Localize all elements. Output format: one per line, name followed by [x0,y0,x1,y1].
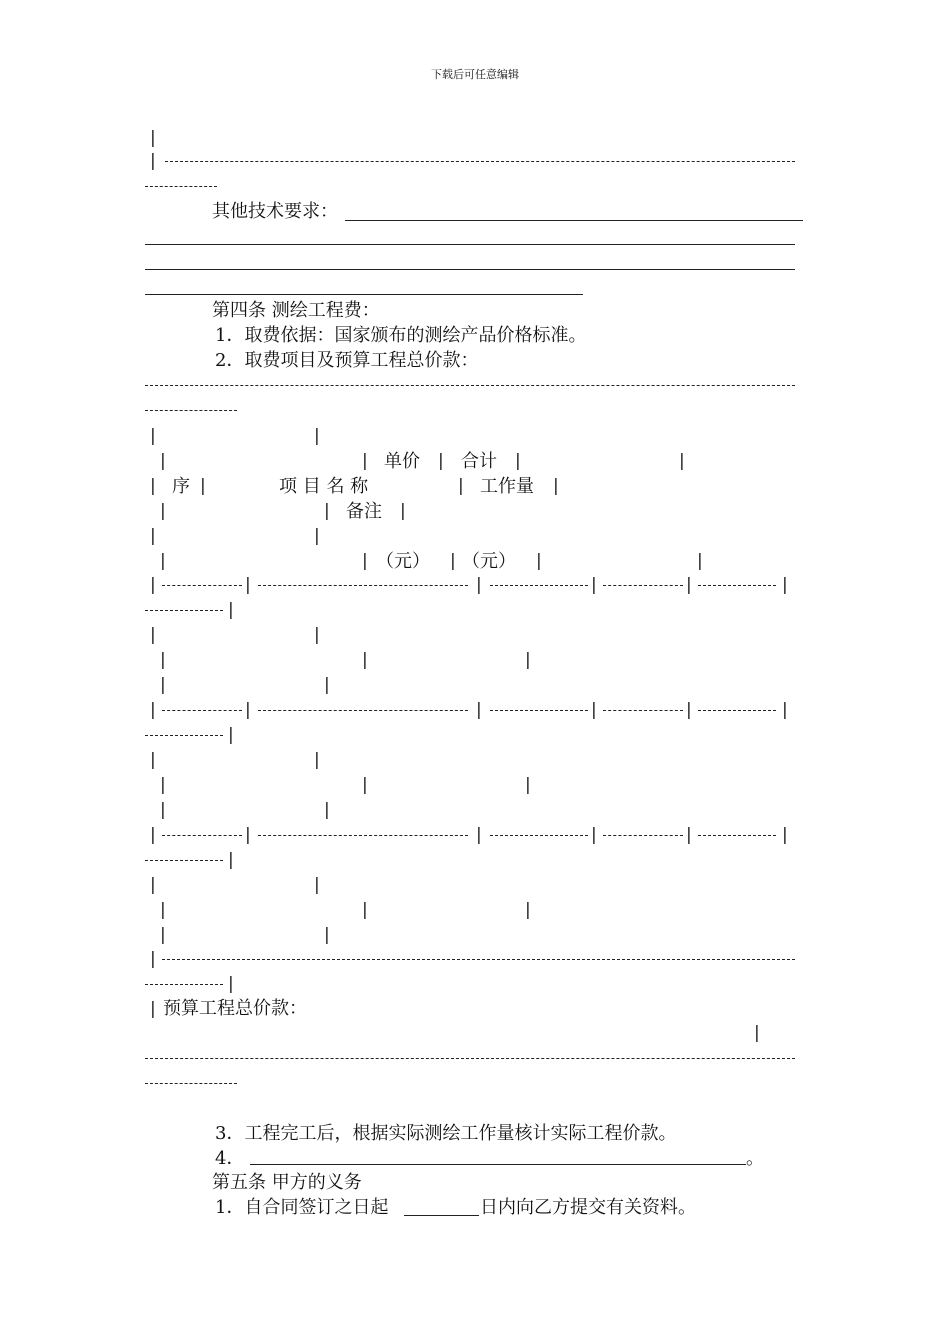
table-border: | [324,675,330,695]
article4-item2: 2．取费项目及预算工程总价款： [215,350,479,371]
table-border: | [160,501,166,521]
table-border: | [697,551,703,571]
table-border: | [314,526,320,546]
table-border: | [150,825,156,845]
table-border: | [782,700,788,720]
table-border: | [591,700,597,720]
dashed-rule [490,710,588,711]
dashed-rule [698,585,776,586]
table-border: | [160,925,166,945]
dashed-rule [258,585,468,586]
table-border: | [160,675,166,695]
table-border: | [160,900,166,920]
table-border: | [476,700,482,720]
table-border: | [228,850,234,870]
table-border: | [160,800,166,820]
dashed-rule [162,710,242,711]
col-remark: 备注 [346,501,382,522]
col-total: 合计 [461,451,497,472]
table-border: | [362,775,368,795]
dashed-rule [258,710,468,711]
table-border: | [782,575,788,595]
table-border: | [314,750,320,770]
table-border: | [450,551,456,571]
dashed-rule [145,860,223,861]
table-border: | [458,476,464,496]
table-border: | [228,725,234,745]
other-requirements-label: 其他技术要求： [212,201,338,222]
table-border: | [160,650,166,670]
dashed-rule [603,835,683,836]
table-border: | [160,451,166,471]
article5-item1-prefix: 1．自合同签订之日起 [215,1197,389,1218]
article5-item1-suffix: 日内向乙方提交有关资料。 [480,1197,696,1218]
table-border: | [525,900,531,920]
table-border: | [591,825,597,845]
col-seq: 序 [172,476,190,497]
dashed-rule [145,610,223,611]
table-border: | [515,451,521,471]
table-border: | [536,551,542,571]
table-border: | [476,825,482,845]
table-border: | [160,551,166,571]
dashed-rule [145,1058,795,1059]
dashed-rule [145,385,795,386]
table-border: | [362,650,368,670]
table-border: | [314,875,320,895]
fill-blank-line [250,1164,746,1165]
table-border: | [438,451,444,471]
table-border: | [150,999,156,1019]
table-border: | [150,526,156,546]
table-border: | [150,750,156,770]
dashed-rule [145,410,237,411]
table-border: | [150,151,156,171]
article5-title: 第五条 甲方的义务 [212,1172,362,1193]
table-border: | [245,575,251,595]
page-header: 下载后可任意编辑 [431,68,519,81]
dashed-rule [490,585,588,586]
table-border: | [150,700,156,720]
table-border: | [150,949,156,969]
table-border: | [160,775,166,795]
fill-blank-line [145,294,583,295]
table-border: | [525,775,531,795]
table-border: | [553,476,559,496]
dashed-rule [162,585,242,586]
table-border: | [324,925,330,945]
table-border: | [782,825,788,845]
table-border: | [686,575,692,595]
table-border: | [754,1023,760,1043]
dashed-rule [145,984,223,985]
table-border: | [150,426,156,446]
table-border: | [525,650,531,670]
table-border: | [150,476,156,496]
table-border: | [200,476,206,496]
table-border: | [314,426,320,446]
dashed-rule [258,835,468,836]
dashed-rule [165,161,795,162]
table-border: | [245,825,251,845]
table-border: | [679,451,685,471]
col-workload: 工作量 [480,476,534,497]
dashed-rule [145,186,217,187]
table-border: | [150,128,156,148]
fill-blank-line [145,269,795,270]
dashed-rule [145,1083,237,1084]
unit-yuan-2: （元） [462,551,516,572]
article4-item1: 1．取费依据：国家颁布的测绘产品价格标准。 [215,325,587,346]
table-border: | [686,825,692,845]
table-border: | [228,600,234,620]
table-border: | [362,551,368,571]
dashed-rule [162,959,795,960]
item4-prefix: 4． [215,1148,245,1169]
dashed-rule [490,835,588,836]
article4-title: 第四条 测绘工程费： [212,300,380,321]
item3: 3．工程完工后，根据实际测绘工作量核计实际工程价款。 [215,1123,677,1144]
total-label: 预算工程总价款： [163,998,307,1019]
dashed-rule [698,835,776,836]
table-border: | [362,451,368,471]
table-border: | [324,501,330,521]
table-border: | [591,575,597,595]
table-border: | [150,625,156,645]
table-border: | [686,700,692,720]
table-border: | [400,501,406,521]
table-border: | [324,800,330,820]
dashed-rule [603,585,683,586]
table-border: | [150,575,156,595]
table-border: | [314,625,320,645]
dashed-rule [698,710,776,711]
table-border: | [362,900,368,920]
dashed-rule [603,710,683,711]
table-border: | [245,700,251,720]
fill-blank-line [145,244,795,245]
dashed-rule [145,735,223,736]
table-border: | [228,974,234,994]
table-border: | [150,875,156,895]
col-name: 项 目 名 称 [279,476,369,497]
item4-suffix: 。 [746,1148,764,1169]
fill-blank-line [345,220,803,221]
col-unit-price: 单价 [384,451,420,472]
table-border: | [476,575,482,595]
dashed-rule [162,835,242,836]
unit-yuan-1: （元） [376,551,430,572]
fill-blank-line [404,1215,479,1216]
